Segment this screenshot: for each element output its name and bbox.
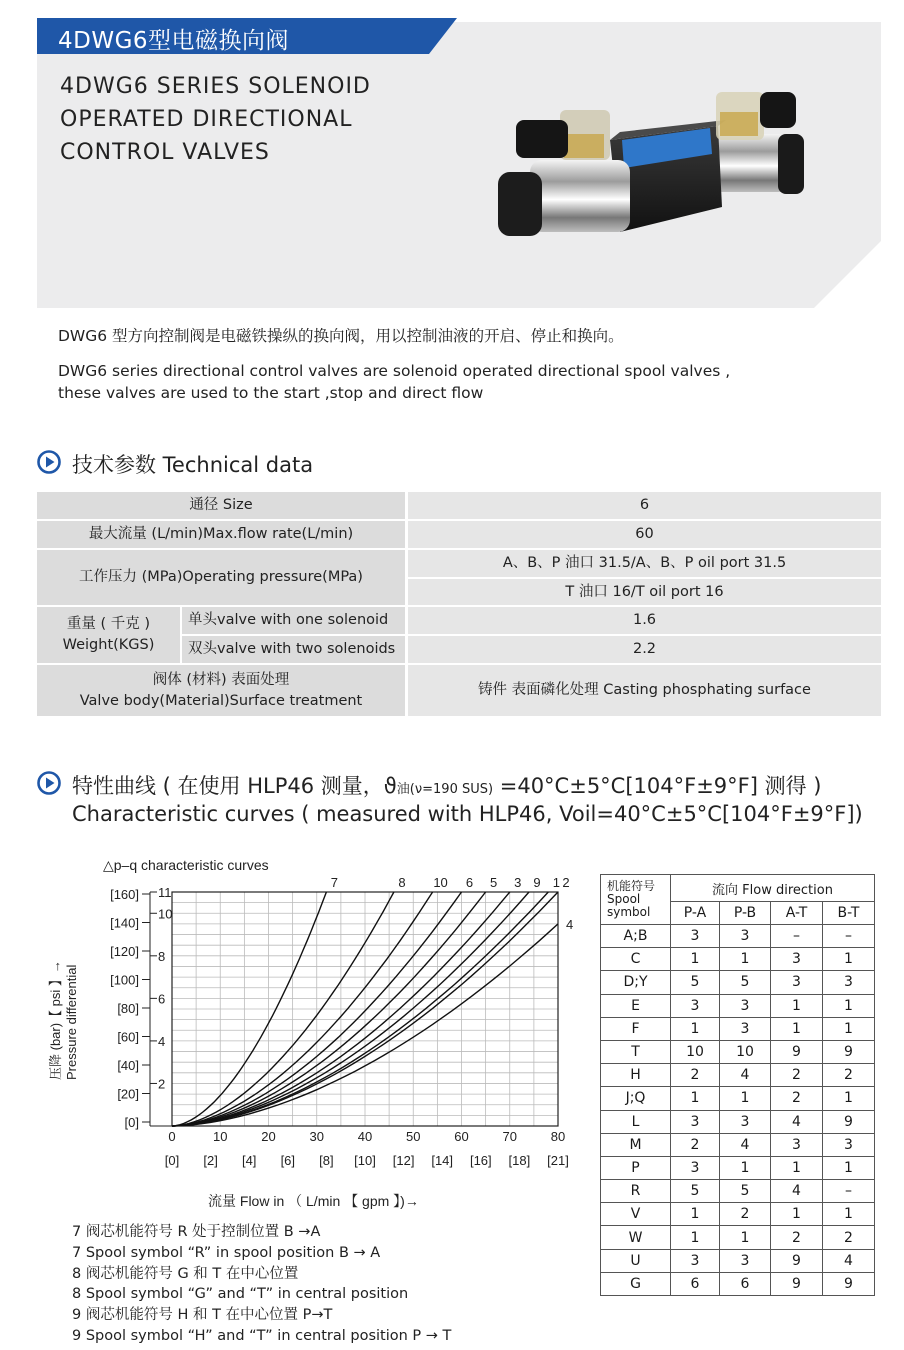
table-row <box>601 1226 875 1249</box>
y-tick-label-bar: 2 <box>158 1076 166 1092</box>
flow-value-cell: 2 <box>671 1064 720 1087</box>
flow-value-cell: 1 <box>823 1203 875 1226</box>
flow-value-cell: 2 <box>823 1226 875 1249</box>
spool-symbol-cell: F <box>601 1017 671 1040</box>
series-label: 2 <box>562 875 570 890</box>
y-tick-label-bar: 6 <box>158 991 166 1007</box>
table-cell: 2.2 <box>408 636 881 663</box>
col-header: B-T <box>823 902 875 925</box>
spool-symbol-cell: U <box>601 1249 671 1272</box>
x-tick-label: 50 <box>406 1129 421 1144</box>
spool-symbol-cell: P <box>601 1156 671 1179</box>
spool-symbol-cell: V <box>601 1203 671 1226</box>
flow-value-cell: – <box>771 925 823 948</box>
title-tag: 4DWG6型电磁换向阀 <box>58 28 290 54</box>
y-tick-label-bar: 4 <box>158 1033 166 1049</box>
x-tick-label-gpm: [6] <box>280 1153 296 1168</box>
flow-value-cell: 1 <box>720 1226 771 1249</box>
flow-value-cell: 1 <box>720 948 771 971</box>
flow-value-cell: 1 <box>823 1087 875 1110</box>
flow-value-cell: 4 <box>771 1110 823 1133</box>
spool-header-left <box>601 875 671 925</box>
flow-value-cell: 1 <box>671 1087 720 1110</box>
spool-symbol-cell: C <box>601 948 671 971</box>
y-tick-label-psi: [140] <box>110 915 139 931</box>
y-tick-label-bar: 11 <box>158 885 172 900</box>
chart-curves <box>172 875 573 1126</box>
table-cell: T 油口 16/T oil port 16 <box>408 579 881 605</box>
product-title <box>60 70 371 169</box>
table-row <box>601 1133 875 1156</box>
flow-value-cell: 3 <box>720 1017 771 1040</box>
flow-value-cell: 1 <box>823 1017 875 1040</box>
heading-theta: ϑ <box>383 774 397 798</box>
flow-value-cell: 2 <box>720 1203 771 1226</box>
x-tick-label-gpm: [4] <box>241 1153 257 1168</box>
spool-symbol-cell: R <box>601 1180 671 1203</box>
table-row <box>601 1017 875 1040</box>
flow-value-cell: 3 <box>671 994 720 1017</box>
tech-data-heading: 技术参数 Technical data <box>72 453 314 477</box>
table-cell: 单头valve with one solenoid <box>182 607 405 634</box>
y-tick-label-psi: [120] <box>110 944 139 959</box>
flow-value-cell: 5 <box>671 1180 720 1203</box>
col-header: P-A <box>671 902 720 925</box>
note-line: 8 Spool symbol “G” and “T” in central position <box>72 1286 409 1303</box>
x-axis-label: 流量 Flow in （ L/min 【 gpm 】)→ <box>208 1193 419 1209</box>
flow-value-cell: 6 <box>671 1272 720 1295</box>
note-line: 9 阀芯机能符号 H 和 T 在中心位置 P→T <box>72 1307 333 1324</box>
spool-symbol-cell: D;Y <box>601 971 671 994</box>
flow-value-cell: 3 <box>720 1110 771 1133</box>
curves-heading-cn <box>72 770 821 800</box>
flow-value-cell: 3 <box>771 971 823 994</box>
flow-value-cell: 3 <box>671 1110 720 1133</box>
table-cell: 铸件 表面磷化处理 Casting phosphating surface <box>408 665 881 716</box>
note-line: 7 Spool symbol “R” in spool position B → A <box>72 1244 381 1261</box>
table-row <box>601 948 875 971</box>
x-tick-label-gpm: [14] <box>431 1153 454 1168</box>
flow-value-cell: 1 <box>823 994 875 1017</box>
table-cell: 1.6 <box>408 607 881 634</box>
heading-part: 特性曲线 ( 在使用 HLP46 测量， <box>72 774 384 798</box>
x-tick-label-gpm: [8] <box>319 1153 334 1168</box>
y-tick-label-psi: [20] <box>117 1086 139 1102</box>
table-row <box>601 1203 875 1226</box>
series-label: 7 <box>330 875 339 890</box>
flow-direction-header: 流向 Flow direction <box>671 875 875 902</box>
x-tick-label: 30 <box>309 1129 324 1144</box>
y-tick-label-psi: [160] <box>110 887 139 902</box>
y-tick-label-bar: 8 <box>158 948 166 964</box>
x-tick-label-gpm: [21] <box>547 1153 569 1168</box>
x-tick-label-gpm: [18] <box>508 1153 531 1168</box>
flow-value-cell: 1 <box>671 1203 720 1226</box>
table-cell: 工作压力 (MPa)Operating pressure(MPa) <box>37 550 405 605</box>
x-tick-label-gpm: [2] <box>203 1153 218 1168</box>
spool-symbol-cell: J;Q <box>601 1087 671 1110</box>
table-row <box>601 925 875 948</box>
flow-value-cell: 4 <box>720 1064 771 1087</box>
x-tick-label: 40 <box>357 1129 373 1144</box>
col-header: A-T <box>771 902 823 925</box>
flow-value-cell: 5 <box>720 971 771 994</box>
flow-value-cell: 3 <box>720 994 771 1017</box>
y-tick-label-psi: [60] <box>117 1029 139 1045</box>
play-circle-icon <box>37 450 61 474</box>
series-label: 8 <box>398 875 406 890</box>
table-cell <box>37 665 405 716</box>
table-row <box>601 994 875 1017</box>
flow-value-cell: 2 <box>823 1064 875 1087</box>
spool-symbol-cell: M <box>601 1133 671 1156</box>
flow-value-cell: 5 <box>671 971 720 994</box>
flow-value-cell: 9 <box>771 1249 823 1272</box>
spool-symbol-cell: L <box>601 1110 671 1133</box>
x-tick-label: 70 <box>502 1129 517 1144</box>
flow-value-cell: 3 <box>720 925 771 948</box>
spool-symbol-cell: G <box>601 1272 671 1295</box>
table-row <box>601 1249 875 1272</box>
chart-title: △p–q characteristic curves <box>103 857 269 873</box>
series-label: 9 <box>533 875 541 890</box>
pressure-flow-chart <box>0 840 590 1220</box>
curves-heading-en: Characteristic curves ( measured with HLP46, Voil=40°C±5°C[104°F±9°F]) <box>72 802 863 826</box>
header-line: Spool <box>607 892 641 906</box>
flow-value-cell: 4 <box>823 1249 875 1272</box>
x-tick-label-gpm: [0] <box>164 1153 180 1168</box>
flow-value-cell: 1 <box>771 1203 823 1226</box>
table-cell: A、B、P 油口 31.5/A、B、P oil port 31.5 <box>408 550 881 577</box>
product-title-line: CONTROL VALVES <box>60 140 270 165</box>
flow-value-cell: 3 <box>671 1249 720 1272</box>
flow-value-cell: 6 <box>720 1272 771 1295</box>
note-line: 7 阀芯机能符号 R 处于控制位置 B →A <box>72 1224 321 1240</box>
series-label: 6 <box>465 875 474 890</box>
flow-value-cell: 1 <box>720 1156 771 1179</box>
x-tick-label-gpm: [16] <box>469 1153 492 1168</box>
x-tick-label-gpm: [12] <box>392 1153 415 1168</box>
flow-value-cell: 2 <box>771 1226 823 1249</box>
flow-value-cell: 3 <box>771 948 823 971</box>
flow-value-cell: – <box>823 1180 875 1203</box>
flow-value-cell: 1 <box>823 948 875 971</box>
series-label: 4 <box>566 916 574 932</box>
table-row <box>601 1087 875 1110</box>
intro-text-en <box>58 360 818 404</box>
y-tick-label-bar: 10 <box>158 906 173 922</box>
series-label: 5 <box>490 875 498 890</box>
y-axis-label-cn: 压降 (bar)【 psi 】→ <box>48 960 63 1080</box>
heading-sub: 油(ν=190 SUS) <box>396 782 494 797</box>
flow-value-cell: 1 <box>720 1087 771 1110</box>
table-cell: 通径 Size <box>37 492 405 519</box>
spool-symbol-cell: E <box>601 994 671 1017</box>
table-row <box>601 1064 875 1087</box>
table-cell: 最大流量 (L/min)Max.flow rate(L/min) <box>37 521 405 548</box>
note-line: 9 Spool symbol “H” and “T” in central position P → T <box>72 1327 452 1344</box>
x-tick-label: 80 <box>550 1129 566 1144</box>
x-tick-label: 60 <box>454 1129 469 1144</box>
chart-grid <box>172 892 558 1126</box>
x-tick-label: 20 <box>261 1129 276 1144</box>
flow-value-cell: 3 <box>823 1133 875 1156</box>
x-tick-label: 10 <box>213 1129 228 1144</box>
body-label-en: Valve body(Material)Surface treatment <box>79 692 363 709</box>
chart-notes <box>72 1222 451 1347</box>
spool-symbol-cell: T <box>601 1040 671 1063</box>
flow-value-cell: 3 <box>720 1249 771 1272</box>
flow-value-cell: 1 <box>671 1226 720 1249</box>
series-label: 3 <box>514 875 522 890</box>
flow-value-cell: 10 <box>671 1040 720 1063</box>
y-tick-label-psi: [100] <box>110 972 139 988</box>
flow-value-cell: 1 <box>823 1156 875 1179</box>
spool-symbol-cell: H <box>601 1064 671 1087</box>
flow-value-cell: 9 <box>823 1272 875 1295</box>
table-row <box>601 1040 875 1063</box>
table-cell: 双头valve with two solenoids <box>182 636 405 663</box>
flow-value-cell: 3 <box>671 925 720 948</box>
flow-value-cell: 9 <box>771 1272 823 1295</box>
flow-value-cell: 9 <box>823 1110 875 1133</box>
flow-value-cell: 1 <box>671 1017 720 1040</box>
x-tick-label-gpm: [10] <box>354 1153 376 1168</box>
table-row <box>601 1156 875 1179</box>
flow-value-cell: 2 <box>771 1087 823 1110</box>
flow-value-cell: 2 <box>771 1064 823 1087</box>
body-label-cn: 阀体 (材料) 表面处理 <box>152 671 290 688</box>
intro-line: DWG6 series directional control valves are solenoid operated directional spool valves , <box>58 362 731 380</box>
flow-value-cell: 1 <box>671 948 720 971</box>
product-title-line: OPERATED DIRECTIONAL <box>60 107 353 132</box>
flow-value-cell: 4 <box>720 1133 771 1156</box>
header-line: symbol <box>607 905 651 919</box>
flow-value-cell: 2 <box>671 1133 720 1156</box>
flow-value-cell: 4 <box>771 1180 823 1203</box>
series-label: 1 <box>552 875 560 890</box>
flow-value-cell: 9 <box>771 1040 823 1063</box>
table-row <box>601 1110 875 1133</box>
table-row <box>601 971 875 994</box>
y-axis-label-en: Pressure differential <box>64 964 79 1080</box>
table-row <box>601 1272 875 1295</box>
weight-label-en: Weight(KGS) <box>62 637 155 653</box>
weight-label-cn: 重量 ( 千克 ) <box>66 616 151 632</box>
flow-value-cell: – <box>823 925 875 948</box>
intro-text-cn: DWG6 型方向控制阀是电磁铁操纵的换向阀，用以控制油液的开启、停止和换向。 <box>58 327 624 345</box>
y-tick-label-psi: [40] <box>117 1058 139 1073</box>
flow-value-cell: 3 <box>771 1133 823 1156</box>
spool-flow-table <box>600 874 875 1296</box>
table-cell: 60 <box>408 521 881 548</box>
flow-value-cell: 1 <box>771 1156 823 1179</box>
intro-line: these valves are used to the start ,stop and direct flow <box>58 384 484 402</box>
heading-part: =40°C±5°C[104°F±9°F] 测得 ) <box>493 774 822 798</box>
play-circle-icon <box>37 771 61 795</box>
header-line: 机能符号 <box>607 879 656 893</box>
note-line: 8 阀芯机能符号 G 和 T 在中心位置 <box>72 1265 299 1282</box>
table-cell: 6 <box>408 492 881 519</box>
spool-symbol-cell: A;B <box>601 925 671 948</box>
x-tick-label: 0 <box>168 1129 176 1144</box>
solenoid-valve-image <box>490 82 820 252</box>
spool-symbol-cell: W <box>601 1226 671 1249</box>
flow-value-cell: 10 <box>720 1040 771 1063</box>
col-header: P-B <box>720 902 771 925</box>
flow-value-cell: 3 <box>823 971 875 994</box>
flow-value-cell: 1 <box>771 994 823 1017</box>
series-label: 10 <box>433 875 448 890</box>
flow-value-cell: 1 <box>771 1017 823 1040</box>
flow-value-cell: 3 <box>671 1156 720 1179</box>
flow-value-cell: 5 <box>720 1180 771 1203</box>
y-tick-label-psi: [80] <box>117 1001 139 1016</box>
table-row <box>601 1180 875 1203</box>
table-cell <box>37 607 180 663</box>
product-title-line: 4DWG6 SERIES SOLENOID <box>60 74 371 99</box>
y-tick-label-psi: [0] <box>124 1115 139 1130</box>
flow-value-cell: 9 <box>823 1040 875 1063</box>
